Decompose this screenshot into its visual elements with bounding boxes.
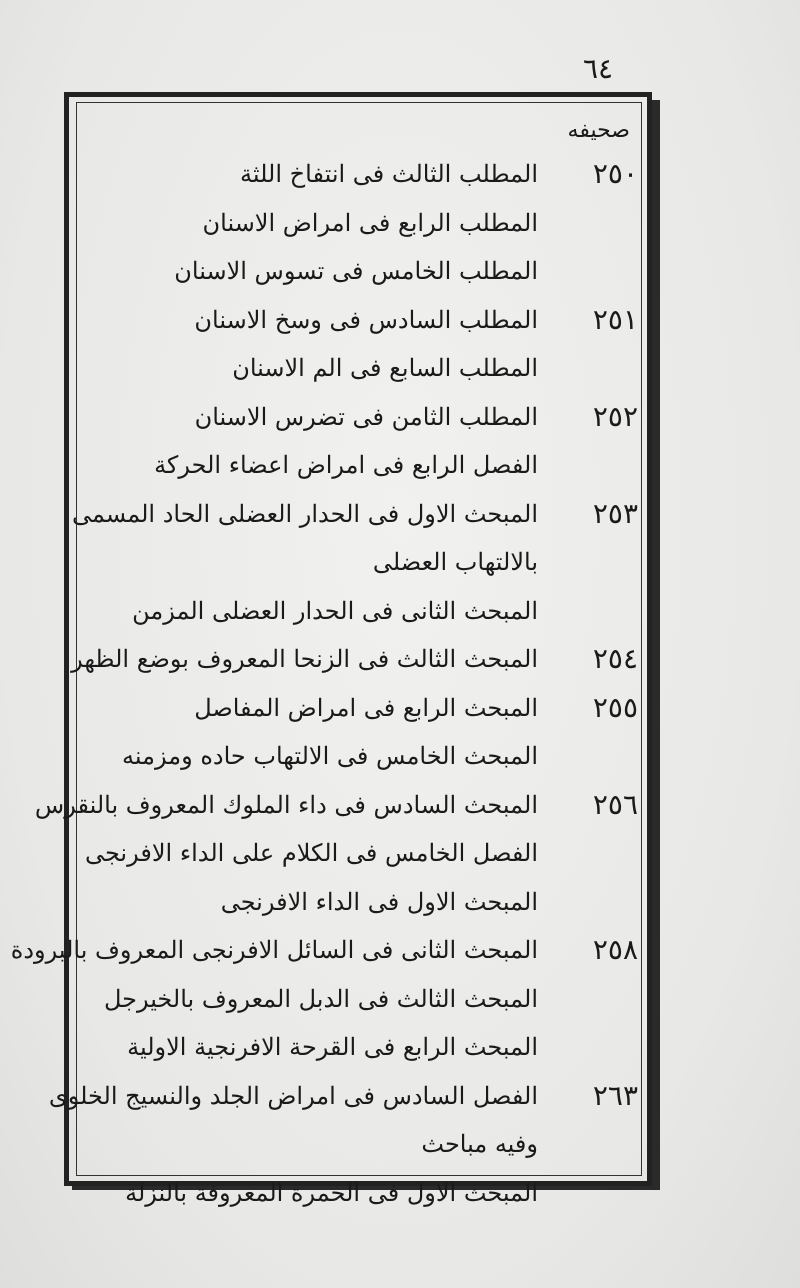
toc-entry-title: المطلب الرابع فى امراض الاسنان	[202, 208, 538, 237]
toc-entry-title: وفيه مباحث	[421, 1130, 538, 1158]
toc-entry	[48, 1072, 638, 1120]
toc-entry-title: المبحث الثانى فى السائل الافرنجى المعروف بالبرودة	[10, 936, 538, 964]
toc-entry-title: المبحث الاول فى الحمرة المعروفة بالنزلة	[125, 1178, 538, 1207]
toc-entry-title: المبحث الرابع فى القرحة الافرنجية الاولية	[127, 1033, 538, 1061]
toc-entry	[90, 150, 638, 198]
toc-entry-title: المبحث الثانى فى الحدار العضلى المزمن	[132, 596, 538, 625]
toc-entry	[90, 538, 638, 586]
frame-shadow-right	[652, 100, 660, 1190]
toc-entry-title: المبحث السادس فى داء الملوك المعروف بالنقرس	[34, 790, 538, 819]
toc-entry	[90, 296, 638, 344]
toc-entry	[90, 587, 638, 635]
toc-entry	[90, 732, 638, 780]
toc-entry	[90, 247, 638, 295]
toc-page-number: ٢٥٢	[592, 399, 638, 433]
toc-entry-title: المبحث الاول فى الحدار العضلى الحاد المسمى	[71, 499, 538, 528]
toc-entry-title: المطلب الثامن فى تضرس الاسنان	[194, 402, 538, 431]
toc-page-number: ٢٥٠	[592, 157, 638, 190]
toc-entry	[90, 1023, 638, 1071]
toc-entry	[90, 684, 638, 732]
page-number: ٦٤	[582, 52, 614, 85]
toc-entry-title: الفصل الرابع فى امراض اعضاء الحركة	[154, 451, 538, 479]
toc-entry-title: الفصل الخامس فى الكلام على الداء الافرنجى	[84, 839, 538, 867]
toc-page-number: ٢٥٦	[592, 787, 638, 821]
toc-entry	[10, 926, 638, 974]
toc-entry	[90, 393, 638, 441]
toc-entry-title: المبحث الثالث فى الدبل المعروف بالخيرجل	[103, 984, 538, 1013]
toc-entry	[34, 781, 638, 829]
toc-entry	[84, 829, 638, 877]
toc-page-number: ٢٥٤	[592, 642, 638, 675]
toc-entry	[71, 635, 638, 683]
toc-entry-title: المطلب الثالث فى انتفاخ اللثة	[239, 160, 538, 188]
toc-entry	[90, 344, 638, 392]
toc-entry-title: المبحث الخامس فى الالتهاب حاده ومزمنه	[122, 742, 538, 770]
toc-entry-title: بالالتهاب العضلى	[372, 548, 538, 576]
toc-page-number: ٢٦٣	[592, 1078, 638, 1112]
toc-page-number: ٢٥٥	[592, 690, 638, 724]
toc-entry-title: المطلب السابع فى الم الاسنان	[232, 354, 538, 382]
toc-entry-title: المبحث الرابع فى امراض المفاصل	[194, 693, 538, 722]
toc-entry	[90, 1120, 638, 1168]
toc-page-number: ٢٥٨	[592, 933, 638, 966]
toc-page-number: ٢٥٣	[592, 496, 638, 530]
toc-entry	[90, 1169, 638, 1217]
toc-entry	[71, 490, 638, 538]
toc-entry-title: الفصل السادس فى امراض الجلد والنسيج الخلوى	[48, 1081, 538, 1110]
toc-entry-title: المبحث الاول فى الداء الافرنجى	[220, 887, 538, 916]
toc-entry	[90, 975, 638, 1023]
toc-page-number: ٢٥١	[592, 302, 638, 336]
toc-entry	[90, 199, 638, 247]
toc-entry-title: المطلب السادس فى وسخ الاسنان	[194, 305, 538, 334]
column-header-page: صحيفه	[567, 118, 630, 143]
toc-entry	[90, 441, 638, 489]
toc-entry-title: المبحث الثالث فى الزنحا المعروف بوضع الظهر	[71, 645, 538, 673]
toc-entry	[90, 878, 638, 926]
toc-entry-title: المطلب الخامس فى تسوس الاسنان	[174, 257, 538, 285]
